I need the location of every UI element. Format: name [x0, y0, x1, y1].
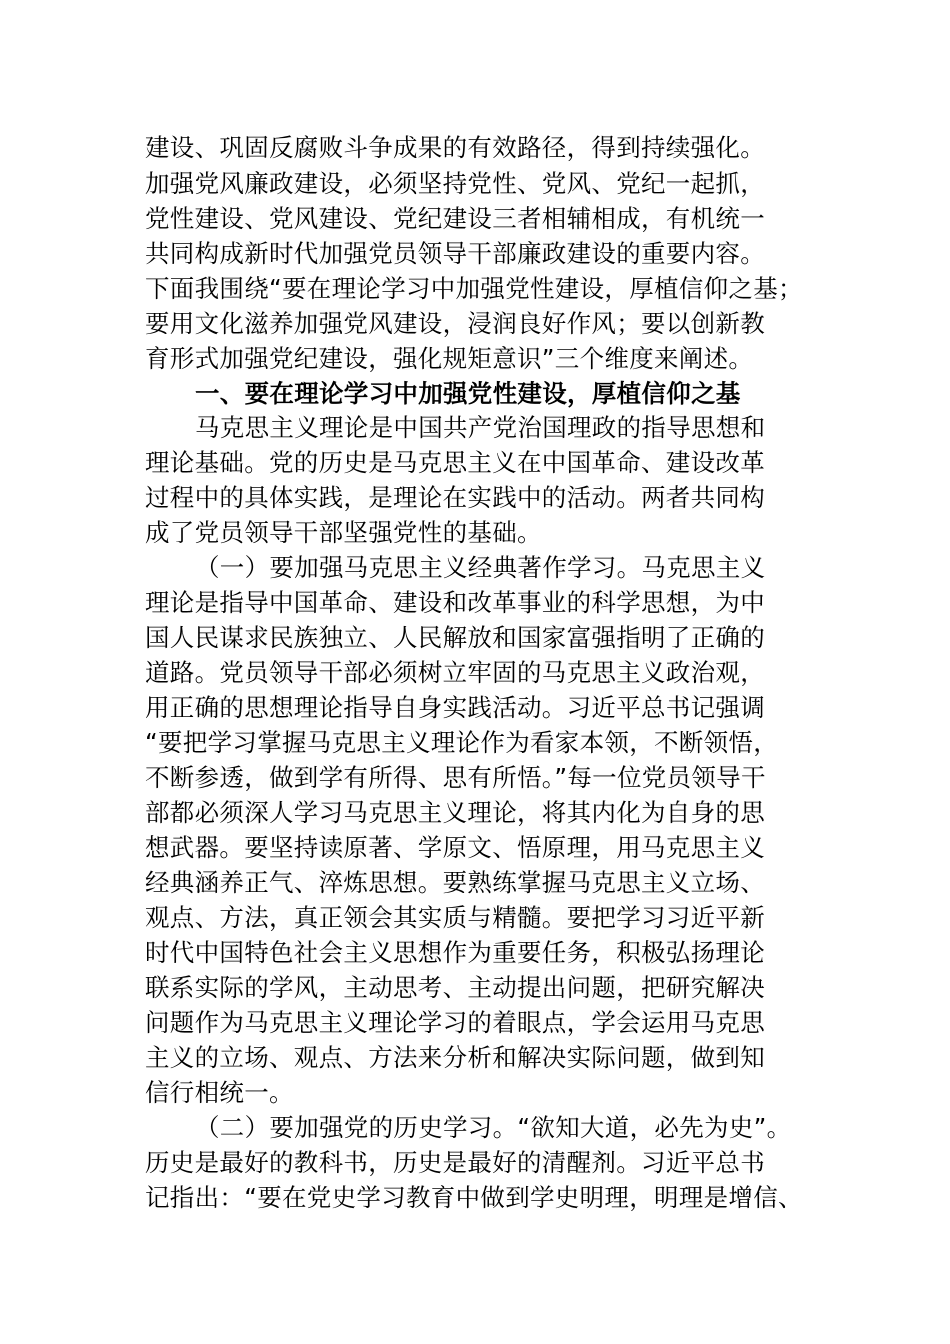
- text-line: 加强党风廉政建设，必须坚持党性、党风、党纪一起抓，: [145, 169, 765, 198]
- text-line: 信行相统一。: [145, 1078, 294, 1107]
- text-line: 共同构成新时代加强党员领导干部廉政建设的重要内容。: [145, 239, 765, 268]
- text-line: “要把学习掌握马克思主义理论作为看家本领，不断领悟，: [145, 728, 778, 757]
- text-line: 成了党员领导干部坚强党性的基础。: [145, 518, 542, 547]
- text-line: 理论是指导中国革命、建设和改革事业的科学思想，为中: [145, 588, 765, 617]
- text-line: 主义的立场、观点、方法来分析和解决实际问题，做到知: [145, 1043, 765, 1072]
- text-line: 不断参透，做到学有所得、思有所悟。”每一位党员领导干: [145, 763, 766, 792]
- subsection-line: （一）要加强马克思主义经典著作学习。马克思主义: [195, 553, 766, 582]
- text-line: 观点、方法，真正领会其实质与精髓。要把学习习近平新: [145, 903, 765, 932]
- text-line: 联系实际的学风，主动思考、主动提出问题，把研究解决: [145, 973, 765, 1002]
- text-line: 道路。党员领导干部必须树立牢固的马克思主义政治观，: [145, 658, 765, 687]
- text-line: 记指出：“要在党史学习教育中做到学史明理，明理是增信、: [145, 1183, 803, 1212]
- text-line: 建设、巩固反腐败斗争成果的有效路径，得到持续强化。: [145, 133, 765, 162]
- text-line: 要用文化滋养加强党风建设，浸润良好作风；要以创新教: [145, 309, 765, 338]
- text-line: 时代中国特色社会主义思想作为重要任务，积极弘扬理论: [145, 938, 765, 967]
- text-line: 历史是最好的教科书，历史是最好的清醒剂。习近平总书: [145, 1148, 765, 1177]
- text-line: 用正确的思想理论指导自身实践活动。习近平总书记强调: [145, 693, 765, 722]
- text-line: 想武器。要坚持读原著、学原文、悟原理，用马克思主义: [145, 833, 765, 862]
- text-line: 下面我围绕“要在理论学习中加强党性建设，厚植信仰之基；: [145, 274, 803, 303]
- text-line: 过程中的具体实践，是理论在实践中的活动。两者共同构: [145, 483, 765, 512]
- section-heading: 一、要在理论学习中加强党性建设，厚植信仰之基: [195, 379, 741, 408]
- text-line: 国人民谋求民族独立、人民解放和国家富强指明了正确的: [145, 623, 765, 652]
- text-line: 部都必须深人学习马克思主义理论，将其内化为自身的思: [145, 798, 765, 827]
- text-line: 育形式加强党纪建设，强化规矩意识”三个维度来阐述。: [145, 344, 754, 373]
- text-line: 马克思主义理论是中国共产党治国理政的指导思想和: [195, 413, 766, 442]
- text-line: 问题作为马克思主义理论学习的着眼点，学会运用马克思: [145, 1008, 765, 1037]
- text-line: 理论基础。党的历史是马克思主义在中国革命、建设改革: [145, 448, 765, 477]
- text-line: 党性建设、党风建设、党纪建设三者相辅相成，有机统一: [145, 204, 765, 233]
- subsection-line: （二）要加强党的历史学习。“欲知大道，必先为史”。: [195, 1113, 792, 1142]
- text-line: 经典涵养正气、淬炼思想。要熟练掌握马克思主义立场、: [145, 868, 765, 897]
